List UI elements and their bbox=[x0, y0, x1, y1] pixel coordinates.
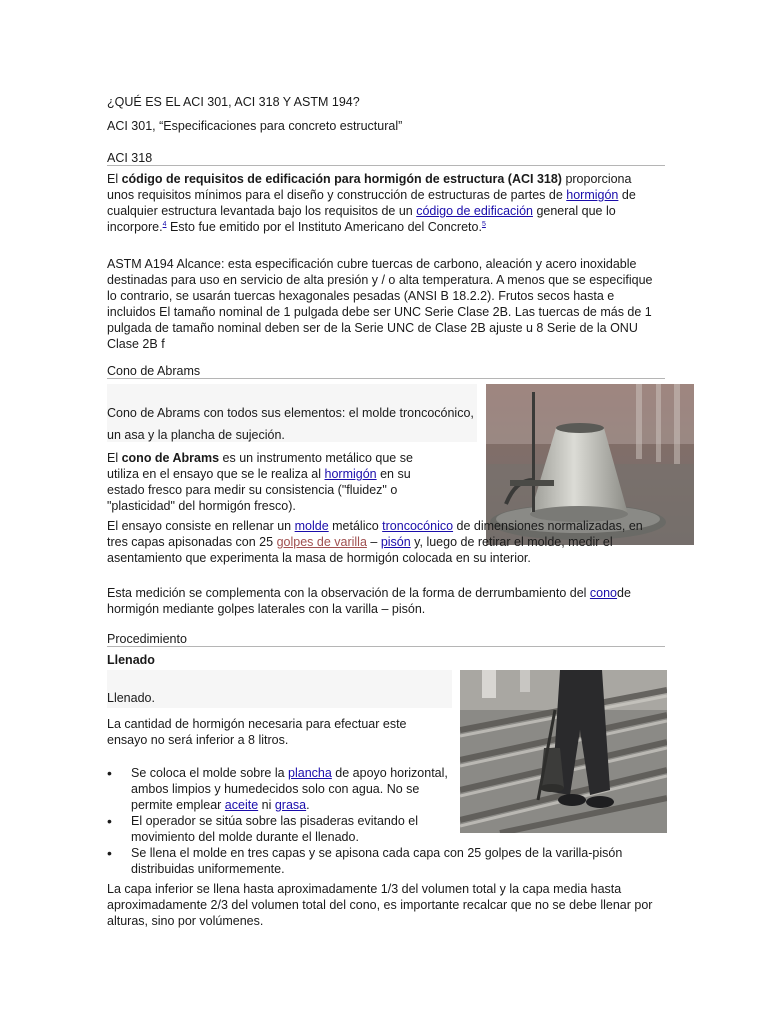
step1-text-c: ni bbox=[258, 798, 275, 812]
llenado-subheading: Llenado bbox=[107, 653, 155, 667]
cono-caption-box bbox=[107, 384, 477, 442]
llenado-caption-box bbox=[107, 670, 452, 708]
cono-p2-text-b: metálico bbox=[328, 519, 383, 533]
cono-paragraph-2 bbox=[107, 518, 655, 566]
link-codigo-edificacion[interactable]: código de edificación bbox=[416, 204, 533, 218]
cono-p2-text-c: de dimensiones normalizadas, en tres capas apisonadas con 25 bbox=[107, 519, 643, 549]
link-aceite[interactable]: aceite bbox=[224, 798, 259, 812]
cono-p3-text-a: Esta medición se complementa con la observación de la forma de derrumbamiento del bbox=[107, 586, 590, 600]
aci301-line: ACI 301, “Especificaciones para concreto estructural” bbox=[107, 119, 403, 133]
llenado-caption: Llenado. bbox=[107, 691, 155, 705]
aci318-heading-text: ACI 318 bbox=[107, 151, 153, 165]
aci318-text-el: El bbox=[107, 172, 122, 186]
link-troncoconico[interactable]: troncocónico bbox=[382, 519, 454, 533]
procedimiento-heading bbox=[107, 631, 665, 647]
reference-5-link[interactable]: 5 bbox=[481, 220, 486, 228]
step1-text-a: Se coloca el molde sobre la bbox=[131, 766, 289, 780]
aci318-text-4: Esto fue emitido por el Instituto Americano del Concreto. bbox=[166, 220, 482, 234]
step1-text-b: de apoyo horizontal, ambos limpios y humedecidos solo con agua. No se permite emplear bbox=[131, 766, 448, 812]
aci318-heading bbox=[107, 150, 665, 166]
aci318-text-2: de cualquier estructura levantada bajo los requisitos de un bbox=[107, 188, 636, 218]
cono-p2-text-d: – bbox=[366, 535, 381, 549]
cono-heading-text: Cono de Abrams bbox=[107, 364, 201, 378]
link-golpes-de-varilla[interactable]: golpes de varilla bbox=[276, 535, 367, 549]
procedimiento-heading-text: Procedimiento bbox=[107, 632, 187, 646]
step1-text-d: . bbox=[306, 798, 310, 812]
llenado-steps-list bbox=[107, 765, 657, 877]
link-hormigon[interactable]: hormigón bbox=[566, 188, 619, 202]
aci318-text-1: proporciona unos requisitos mínimos para el diseño y construcción de estructuras de partes de bbox=[107, 172, 632, 202]
aci318-text-3: general que lo incorpore. bbox=[107, 204, 616, 234]
link-hormigon-2[interactable]: hormigón bbox=[324, 467, 377, 481]
link-grasa[interactable]: grasa bbox=[274, 798, 307, 812]
cono-p3-text-b: de hormigón mediante golpes laterales con la varilla – pisón. bbox=[107, 586, 631, 616]
cono-p2-text-e: y, luego de retirar el molde, medir el asentamiento que experimenta la masa de hormigón colocada en su interior. bbox=[107, 535, 613, 565]
link-pison[interactable]: pisón bbox=[380, 535, 411, 549]
cono-heading bbox=[107, 363, 665, 379]
list-item: • El operador se sitúa sobre las pisaderas evitando el movimiento del molde durante el llenado. bbox=[107, 813, 451, 845]
cono-p1-text-b: en su estado fresco para medir su consistencia ("fluidez" o "plasticidad" del hormigón fresco). bbox=[107, 467, 411, 513]
cono-paragraph-3 bbox=[107, 585, 655, 617]
link-plancha[interactable]: plancha bbox=[288, 766, 332, 780]
link-cono[interactable]: cono bbox=[589, 586, 618, 600]
aci318-bold-title: código de requisitos de edificación para hormigón de estructura (ACI 318) bbox=[121, 172, 562, 186]
page-title: ¿QUÉ ES EL ACI 301, ACI 318 Y ASTM 194? bbox=[107, 95, 360, 109]
llenado-paragraph: La cantidad de hormigón necesaria para efectuar este ensayo no será inferior a 8 litros. bbox=[107, 717, 407, 747]
reference-4-link[interactable]: 4 bbox=[162, 220, 167, 228]
cono-p1-text-a: es un instrumento metálico que se utiliza en el ensayo que se le realiza al bbox=[107, 451, 413, 481]
cono-bold-term: cono de Abrams bbox=[121, 451, 220, 465]
astm-paragraph: ASTM A194 Alcance: esta especificación cubre tuercas de carbono, aleación y acero inoxidable destinadas para uso en servicio de alta presión y / o alta temperatura. A menos que se especifique lo contrario, se usarán tuercas hexagonales pesadas (ANSI B 18.2.2). Frutos secos hasta e incluidos El tamaño nominal de 1 pulgada debe ser UNC Serie Clase 2B. Las tuercas de más de 1 pulgada de tamaño nominal deben ser de la Serie UNC de Clase 2B ajuste u 8 Serie de la ONU Clase 2B f bbox=[107, 257, 653, 351]
cono-p2-text-a: El ensayo consiste en rellenar un bbox=[107, 519, 295, 533]
link-molde[interactable]: molde bbox=[294, 519, 329, 533]
list-item: • Se llena el molde en tres capas y se apisona cada capa con 25 golpes de la varilla-pisón distribuidas uniformemente. bbox=[107, 845, 657, 877]
cono-p1-text-el: El bbox=[107, 451, 122, 465]
cono-caption: Cono de Abrams con todos sus elementos: el molde troncocónico, un asa y la plancha de sujeción. bbox=[107, 406, 474, 442]
list-item bbox=[107, 765, 451, 813]
final-paragraph: La capa inferior se llena hasta aproximadamente 1/3 del volumen total y la capa media hasta aproximadamente 2/3 del volumen total del cono, es importante recalcar que no se debe llenar por alturas, sino por volúmenes. bbox=[107, 882, 653, 928]
cono-paragraph-1 bbox=[107, 450, 447, 514]
aci318-paragraph bbox=[107, 171, 659, 235]
